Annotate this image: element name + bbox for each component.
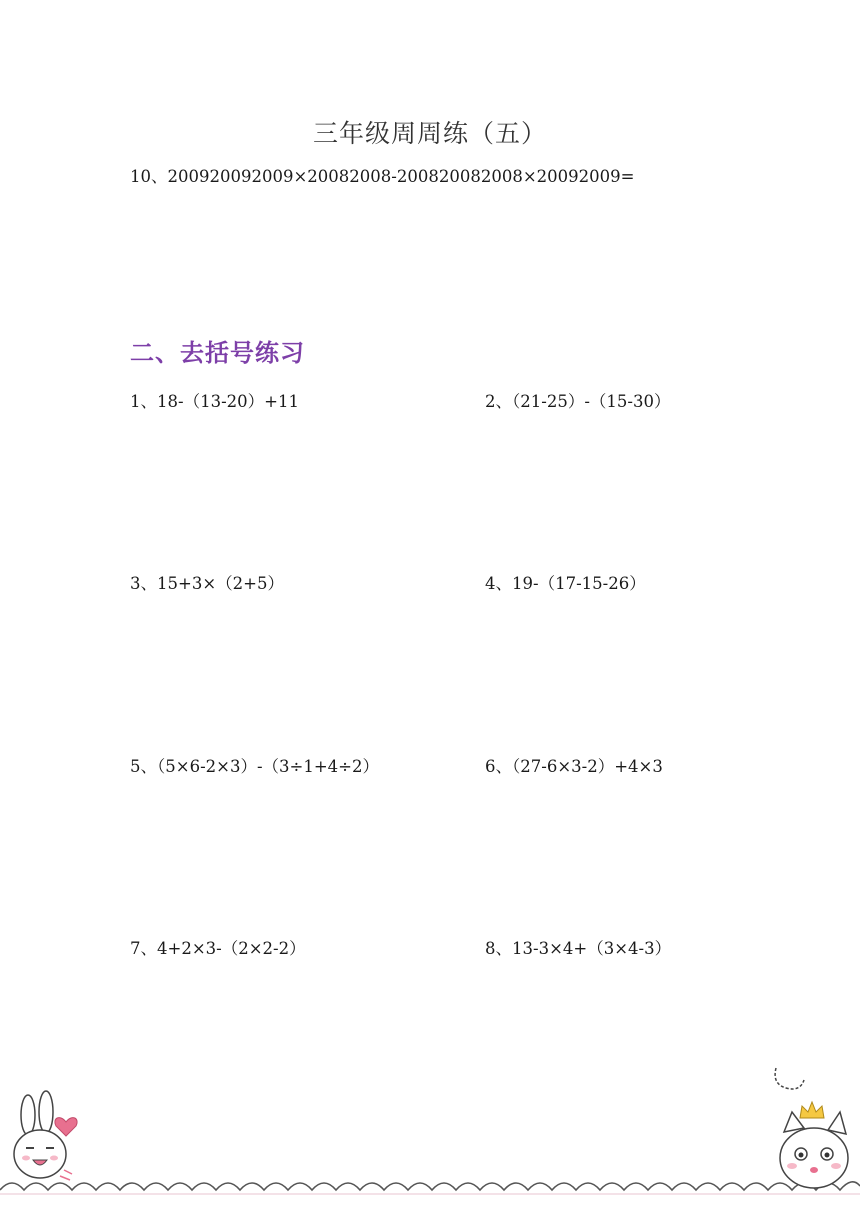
crown-icon <box>800 1102 824 1118</box>
problem-7: 7、4+2×3-（2×2-2） <box>130 939 306 958</box>
scalloped-border-line <box>0 1182 860 1190</box>
heart-icon <box>55 1118 77 1136</box>
problem-2: 2、（21-25）-（15-30） <box>485 392 671 411</box>
problem-3: 3、15+3×（2+5） <box>130 574 284 593</box>
problem-1: 1、18-（13-20）+11 <box>130 392 299 411</box>
page-title: 三年级周周练（五） <box>312 119 547 148</box>
section-heading: 二、去括号练习 <box>130 339 305 367</box>
problem-5: 5、（5×6-2×3）-（3÷1+4÷2） <box>130 757 380 776</box>
decorative-border <box>0 1050 860 1216</box>
bunny-icon <box>14 1091 66 1178</box>
problem-6: 6、（27-6×3-2）+4×3 <box>485 757 663 776</box>
problem-8: 8、13-3×4+（3×4-3） <box>485 939 672 958</box>
cat-princess-icon <box>775 1068 848 1188</box>
problem-4: 4、19-（17-15-26） <box>485 574 646 593</box>
problem-10: 10、200920092009×20082008-200820082008×20092009= <box>130 167 635 186</box>
